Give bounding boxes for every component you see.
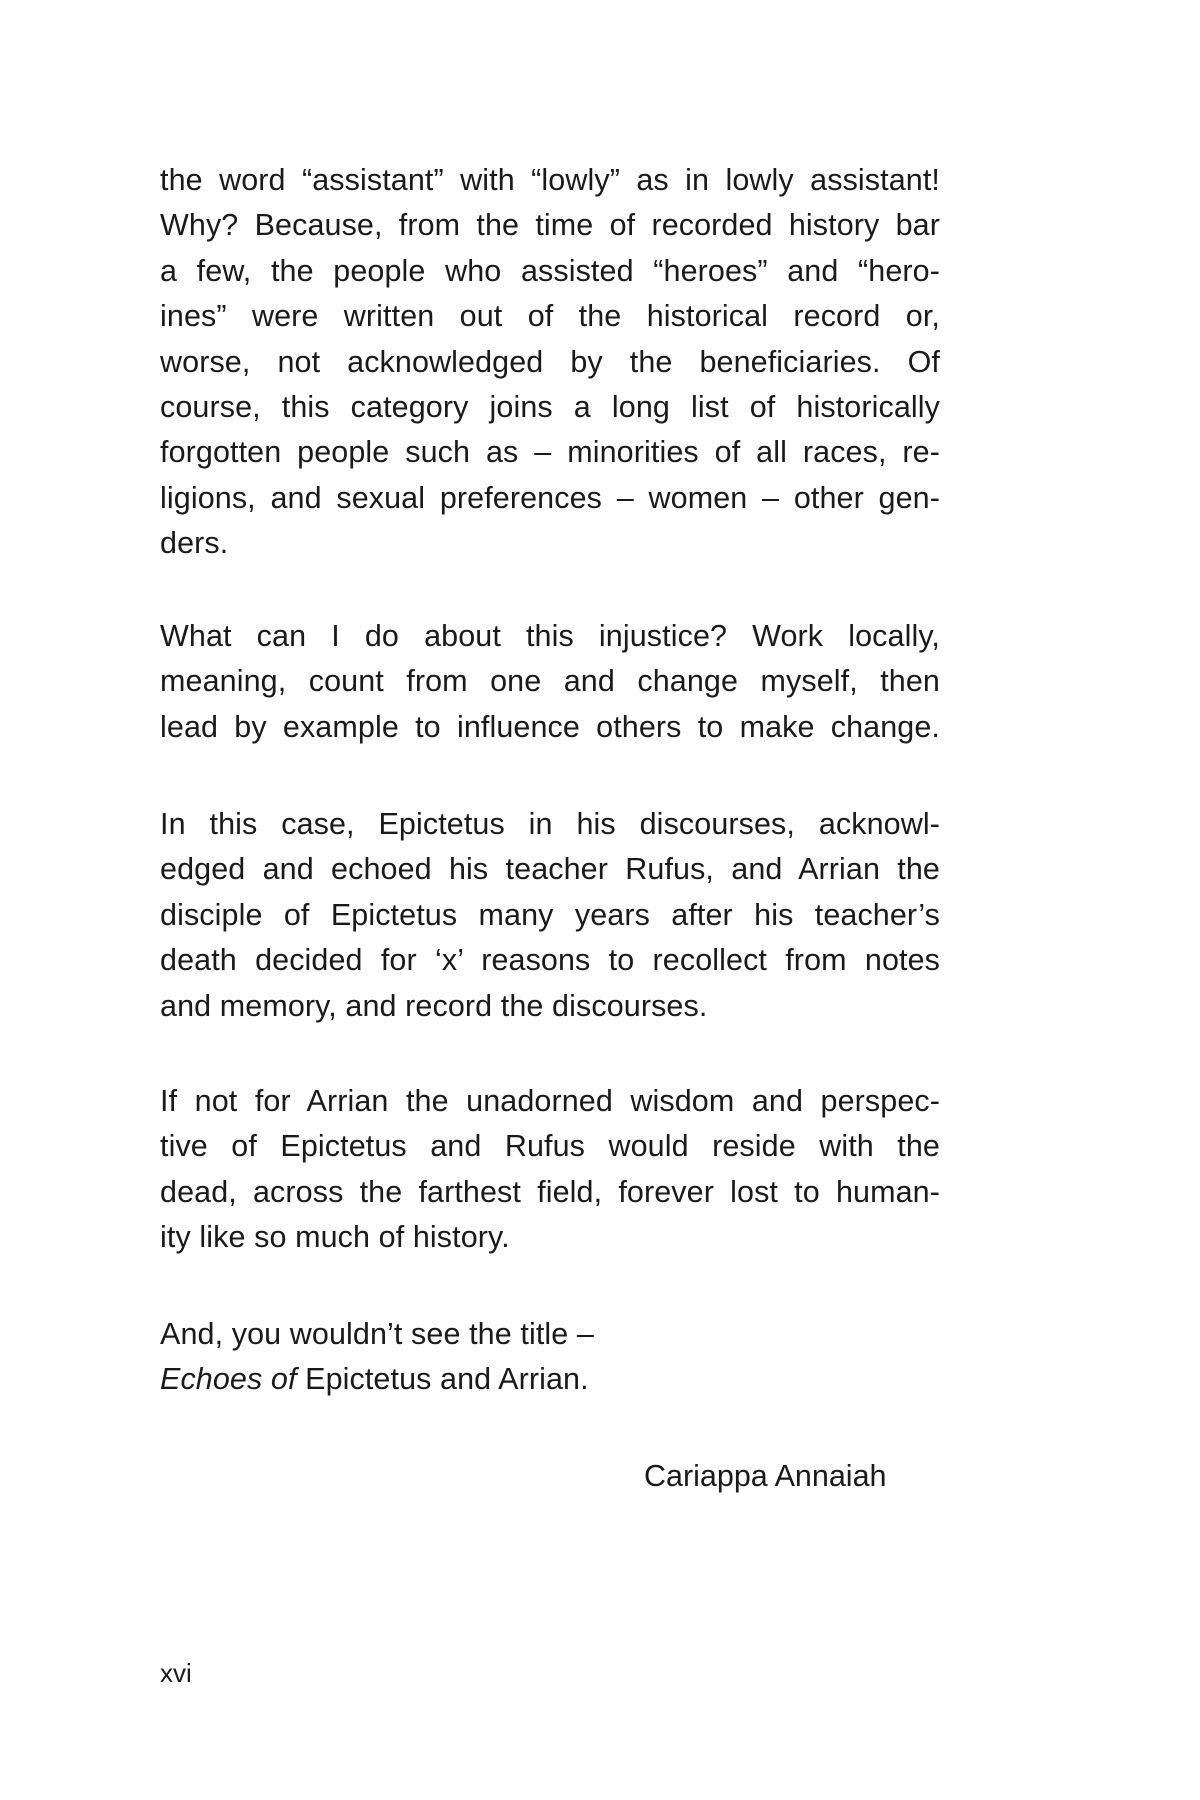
text-line: course, this category joins a long list of historically: [160, 390, 940, 425]
paragraph-4: [160, 1079, 940, 1261]
text-line: the word “assistant” with “lowly” as in lowly assistant!: [160, 163, 940, 197]
text-line: disciple of Epictetus many years after his teacher’s: [160, 897, 940, 932]
text-line: a few, the people who assisted “heroes” and “hero-: [160, 253, 940, 288]
text-line: tive of Epictetus and Rufus would reside with the: [160, 1129, 940, 1164]
text-line: meaning, count from one and change myself, then: [160, 664, 940, 699]
page-number: xvi: [160, 1658, 192, 1688]
text-line: What can I do about this injustice? Work locally,: [160, 619, 940, 653]
paragraph-1: [160, 158, 940, 567]
text-line: ligions, and sexual preferences – women – other gen-: [160, 480, 940, 515]
paragraph-2: [160, 614, 940, 750]
text-line: In this case, Epictetus in his discourses, acknowl-: [160, 807, 940, 841]
text-line: Why? Because, from the time of recorded history bar: [160, 208, 940, 243]
author-signature: Cariappa Annaiah: [644, 1459, 887, 1493]
paragraph-3: [160, 802, 940, 1029]
book-title-rest: Epictetus and Arrian.: [296, 1362, 589, 1397]
text-line: lead by example to influence others to make change.: [160, 709, 940, 744]
text-line: ity like so much of history.: [160, 1220, 510, 1255]
text-line: worse, not acknowledged by the beneficiaries. Of: [160, 344, 940, 379]
text-line: ders.: [160, 526, 229, 561]
text-line: If not for Arrian the unadorned wisdom and perspec-: [160, 1084, 940, 1118]
text-line: death decided for ‘x’ reasons to recollect from notes: [160, 943, 940, 978]
book-title-italic: Echoes of: [160, 1362, 297, 1397]
book-title-line: [160, 1357, 940, 1402]
text-line: edged and echoed his teacher Rufus, and Arrian the: [160, 852, 940, 887]
text-line: forgotten people such as – minorities of all races, re-: [160, 435, 940, 470]
closing-line: And, you wouldn’t see the title –: [160, 1317, 594, 1351]
closing-paragraph: [160, 1312, 940, 1403]
text-line: ines” were written out of the historical record or,: [160, 299, 940, 334]
text-line: and memory, and record the discourses.: [160, 988, 708, 1023]
text-line: dead, across the farthest field, forever lost to human-: [160, 1174, 940, 1209]
